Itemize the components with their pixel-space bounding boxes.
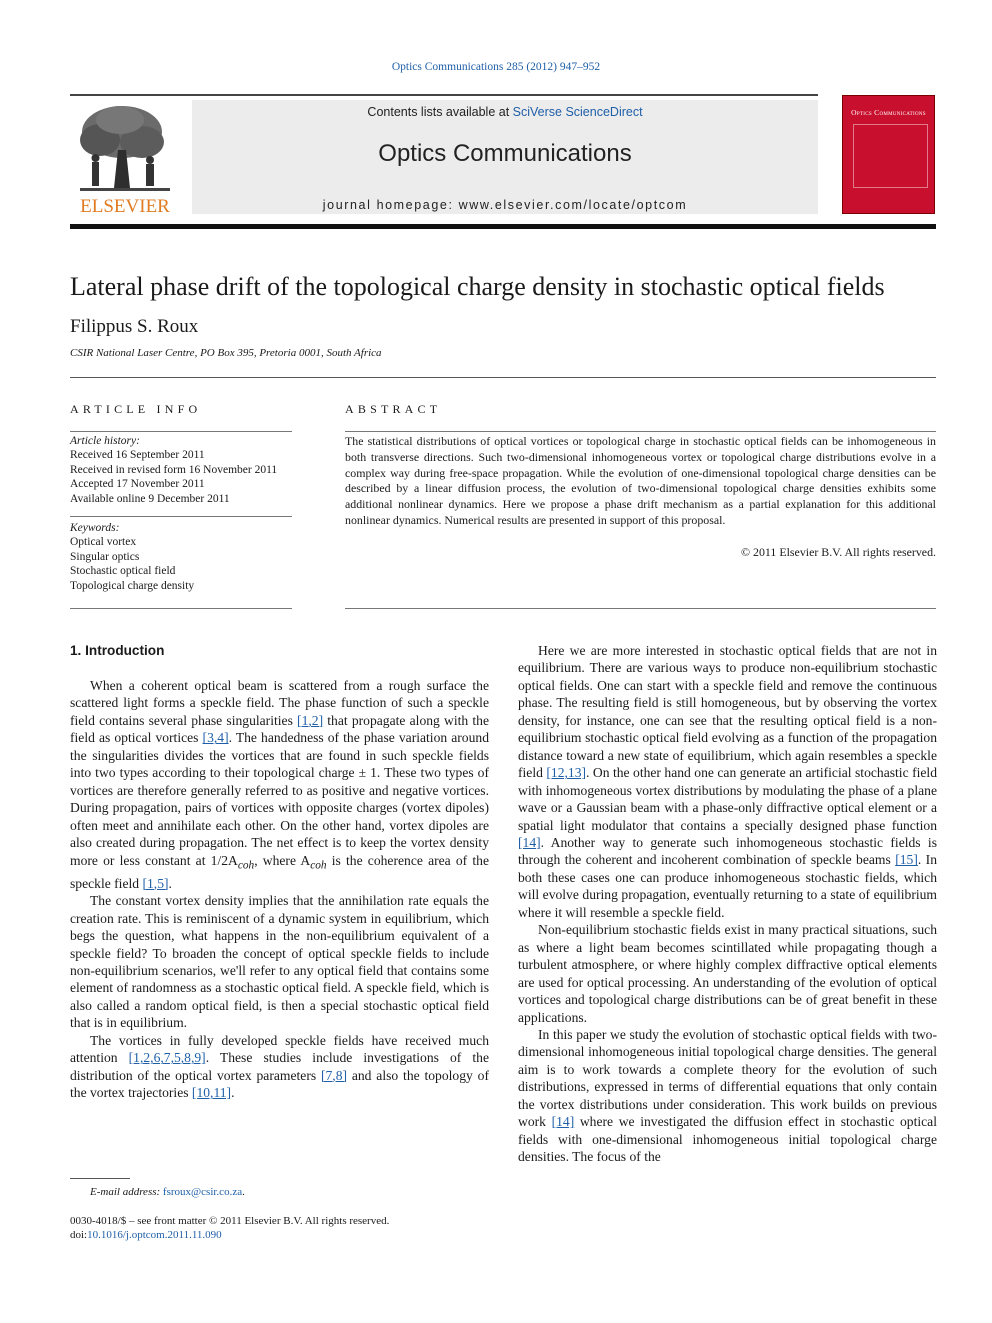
body-paragraph: In this paper we study the evolution of stochastic optical fields with two-dimensional inhomogeneous initial topological charge densities. The general aim is to work towards a complete theory for the evolution of such distributions, expressed in terms of differential equations that only contain the vortex distributions under consideration. This work builds on previous work [14] where we investigated the diffusion effect in stochastic optical fields with one-dimensional inhomogeneous initial topological charge densities. The focus of the xyxy=(518,1026,937,1165)
cover-title: Optics Communications xyxy=(851,108,926,117)
article-title: Lateral phase drift of the topological charge density in stochastic optical fields xyxy=(70,272,885,301)
citation-link[interactable]: [7,8] xyxy=(320,1067,348,1083)
abstract-text: The statistical distributions of optical vortices or topological charge in stochastic optical fields can be inhomogeneous in both transverse directions. Such two-dimensional inhomogeneous vortex or topological charge distributions evolve in a complex way during free-space propagation. While the evolution of one-dimensional topological charge densities can be described by a linear diffusion process, the evolution of two-dimensional topological charge densities exhibits some additional nonlinear dynamics. Here we propose a phase drift mechanism as a partial explanation for this additional nonlinear dynamics. Numerical results are presented in support of this proposal. xyxy=(345,434,936,527)
keyword-item: Stochastic optical field xyxy=(70,565,176,578)
citation-link[interactable]: [3,4] xyxy=(202,730,229,746)
keywords-label: Keywords: xyxy=(70,522,120,534)
abstract-copyright: © 2011 Elsevier B.V. All rights reserved. xyxy=(741,545,936,559)
citation-link[interactable]: [1,2,6,7,5,8,9] xyxy=(128,1050,206,1066)
journal-cover-image xyxy=(842,95,935,214)
citation-link[interactable]: [1,2] xyxy=(297,712,324,728)
citation-link[interactable]: [10,11] xyxy=(191,1085,232,1101)
keyword-item: Optical vortex xyxy=(70,536,137,549)
body-paragraph: The constant vortex density implies that the annihilation rate equals the creation rate. This is reminiscent of a dynamic system in equilibrium, which begs the question, what happens in the non-equilibrium equivalent of a speckle field? To broaden the concept of optical speckle fields to include non-equilibrium scenarios, we'll refer to any optical field that contains some element of randomness as a stochastic optical field. A speckle field, which is also called a random optical field, is then a special stochastic optical field that is in equilibrium. xyxy=(70,893,489,1031)
history-item: Received in revised form 16 November 2011 xyxy=(70,463,278,476)
author-affiliation: CSIR National Laser Centre, PO Box 395, Pretoria 0001, South Africa xyxy=(70,347,382,359)
doi-link[interactable]: 10.1016/j.optcom.2011.11.090 xyxy=(87,1229,222,1241)
abstract-heading: ABSTRACT xyxy=(345,402,442,416)
author-email-link[interactable]: fsroux@csir.co.za xyxy=(162,1186,243,1198)
keyword-item: Singular optics xyxy=(70,550,140,563)
footnote-rule xyxy=(70,1178,130,1179)
section-heading-introduction: 1. Introduction xyxy=(70,643,165,658)
elsevier-logo xyxy=(70,100,180,216)
keywords-rule xyxy=(70,516,292,517)
masthead-bottom-rule xyxy=(70,224,936,229)
history-label: Article history: xyxy=(70,435,140,447)
body-paragraph: Here we are more interested in stochastic optical fields that are not in equilibrium. There are various ways to produce non-equilibrium stochastic optical fields. One can start with a speckle field and remove the continuous phase. The resulting field is still homogeneous, but by observing the vortex density, for instance, one can see that the resulting optical field is a non-equilibrium stochastic optical field evolving as a function of the propagation distance toward a new state of equilibrium, which again resembles a speckle field [12,13]. On the other hand one can generate an artificial stochastic field with inhomogeneous vortex distributions by modulating the phase of a plane wave or a Gaussian beam with a phase-only diffractive optical element or a spatial light modulator that contains a specially designed phase function [14]. Another way to generate such inhomogeneous stochastic fields is through the coherent and incoherent combination of speckle beams [15]. In both these cases one can produce inhomogeneous stochastic fields, which will evolve during propagation, eventually returning to a state of equilibrium where it will resemble a speckle field. xyxy=(518,643,937,920)
article-history xyxy=(70,434,295,506)
masthead-top-rule xyxy=(70,94,818,96)
citation-link[interactable]: [1,5] xyxy=(142,875,169,891)
body-paragraph: Non-equilibrium stochastic fields exist in many practical situations, such as where a light beam becomes scintillated while propagating though a turbulent atmosphere, or where highly complex diffractive optical elements are used for optical processing. An understanding of the evolution of optical vortices and topological charge distributions can be of great benefit in these applications. xyxy=(518,922,937,1025)
contents-line xyxy=(192,105,818,119)
history-item: Accepted 17 November 2011 xyxy=(70,478,205,491)
article-info-rule xyxy=(70,431,292,432)
elsevier-wordmark: ELSEVIER xyxy=(80,196,170,216)
article-info-bottom-rule xyxy=(70,608,292,609)
citation-link[interactable]: [14] xyxy=(518,834,541,850)
keywords-list xyxy=(70,521,295,593)
citation-link[interactable]: [14] xyxy=(551,1114,575,1130)
journal-citation-link[interactable]: Optics Communications 285 (2012) 947–952 xyxy=(391,61,601,73)
front-matter xyxy=(70,1214,389,1242)
history-item: Available online 9 December 2011 xyxy=(70,492,230,505)
citation-link[interactable]: [15] xyxy=(895,852,918,868)
article-info-heading: ARTICLE INFO xyxy=(70,402,202,416)
contents-prefix: Contents lists available at xyxy=(367,105,513,119)
sciencedirect-link[interactable]: SciVerse ScienceDirect xyxy=(512,105,643,119)
journal-name: Optics Communications xyxy=(378,140,632,167)
author-name[interactable]: Filippus S. Roux xyxy=(70,316,199,337)
journal-homepage[interactable]: journal homepage: www.elsevier.com/locate/optcom xyxy=(322,198,688,212)
cover-frame xyxy=(853,124,928,188)
keyword-item: Topological charge density xyxy=(70,579,195,592)
citation-link[interactable]: [12,13] xyxy=(546,765,587,781)
history-item: Received 16 September 2011 xyxy=(70,449,205,462)
abstract-rule xyxy=(345,431,936,432)
body-paragraph: When a coherent optical beam is scattered from a rough surface the scattered light forms a speckle field. The phase function of such a speckle field contains several phase singularities [1,2] that propagate along with the field as optical vortices [3,4]. The handedness of the phase variation around the singularities divides the vortices that are found in such speckle fields into two types according to their topological charge ± 1. These two types of vortices are therefore generally referred to as positive and negative vortices. During propagation, pairs of vortices with opposite charges (vortex dipoles) often meet and annihilate each other. On the other hand, vortex dipoles are also created during propagation. The net effect is to keep the vortex density more or less constant at $1/2A_{coh}$, where $A_{coh}$ is the coherence area of the speckle field [1,5]. xyxy=(70,678,489,891)
body-column-left xyxy=(70,677,489,1102)
email-label: E-mail address: xyxy=(90,1186,161,1198)
issn-line: 0030-4018/$ – see front matter © 2011 Elsevier B.V. All rights reserved. xyxy=(70,1215,390,1227)
abstract-bottom-rule xyxy=(345,608,936,609)
author-email-footnote: E-mail address: fsroux@csir.co.za. xyxy=(90,1186,245,1198)
doi-line: doi:10.1016/j.optcom.2011.11.090 xyxy=(70,1229,222,1241)
body-paragraph: The vortices in fully developed speckle fields have received much attention [1,2,6,7,5,8,9]. These studies include investigations of the distribution of the optical vortex parameters [7,8] and also the topology of the vortex trajectories [10,11]. xyxy=(70,1032,489,1101)
title-divider xyxy=(70,377,936,378)
body-column-right xyxy=(518,642,937,1166)
